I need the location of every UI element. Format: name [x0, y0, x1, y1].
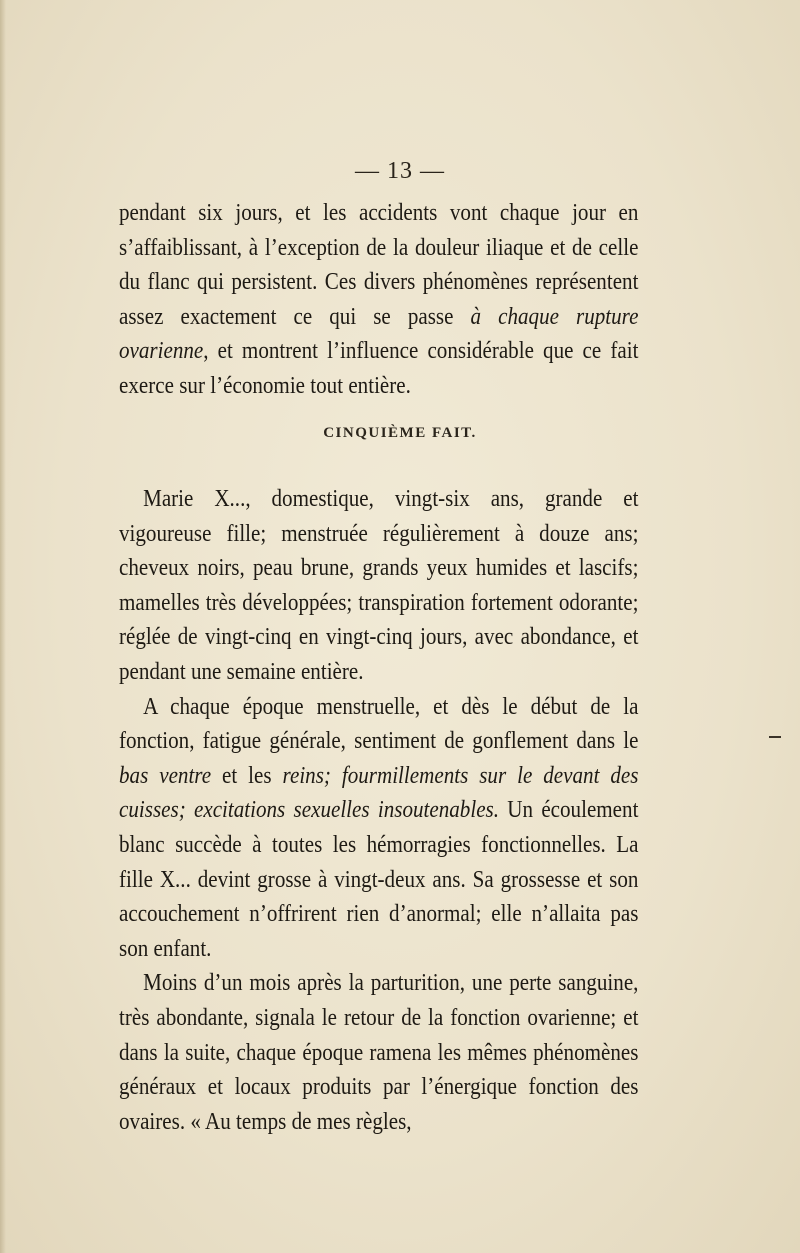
intro-text-part2: , et montrent l’influence considérable que ce fait exerce sur l’économie tout entière.: [119, 337, 639, 399]
intro-text-part1: pendant six jours, et les accidents vont chaque jour en s’affaiblissant, à l’exception de la douleur iliaque et de celle du flanc qui persistent. Ces divers phénomènes représentent assez exactement ce qui se passe: [119, 199, 639, 330]
margin-mark: [769, 736, 781, 738]
paragraph-case-description: Marie X..., domestique, vingt-six ans, grande et vigoureuse fille; menstruée régulièrement à douze ans; cheveux noirs, peau brune, grands yeux humides et lascifs; mamelles très développées; transpiration fortement odorante; réglée de vingt-cinq en vingt-cinq jours, avec abondance, et pendant une semaine entière.: [119, 485, 639, 685]
intro-paragraph: [119, 196, 638, 404]
paragraph-postpartum: Moins d’un mois après la parturition, une perte sanguine, très abondante, signala le retour de la fonction ovarienne; et dans la suite, chaque époque ramena les mêmes phénomènes généraux et locaux produits par l’énergique fonction des ovaires. « Au temps de mes règles,: [119, 969, 639, 1135]
intro-italic-phrase: à chaque rupture ovarienne: [119, 302, 639, 365]
p2-italic-2: reins; fourmillements sur le devant des cuisses; excitations sexuelles insoutenables.: [119, 761, 639, 824]
body-text-block: [119, 482, 638, 1139]
page-number: — 13 —: [355, 158, 445, 184]
page-edge-shadow: [0, 0, 6, 1253]
p2-text-part1: A chaque époque menstruelle, et dès le début de la fonction, fatigue générale, sentiment de gonflement dans le: [119, 692, 639, 755]
p2-text-part2: et les: [211, 761, 283, 789]
paragraph-menstrual-symptoms: [119, 690, 638, 967]
p2-italic-1: bas ventre: [119, 761, 212, 789]
p2-text-part3: Un écoulement blanc succède à toutes les hémorragies fonctionnelles. La fille X... devint grosse à vingt-deux ans. Sa grossesse et son accouchement n’offrirent rien d’anormal; elle n’allaita pas son enfant.: [119, 796, 639, 962]
section-heading: CINQUIÈME FAIT.: [323, 425, 477, 441]
intro-text-block: [119, 196, 639, 404]
